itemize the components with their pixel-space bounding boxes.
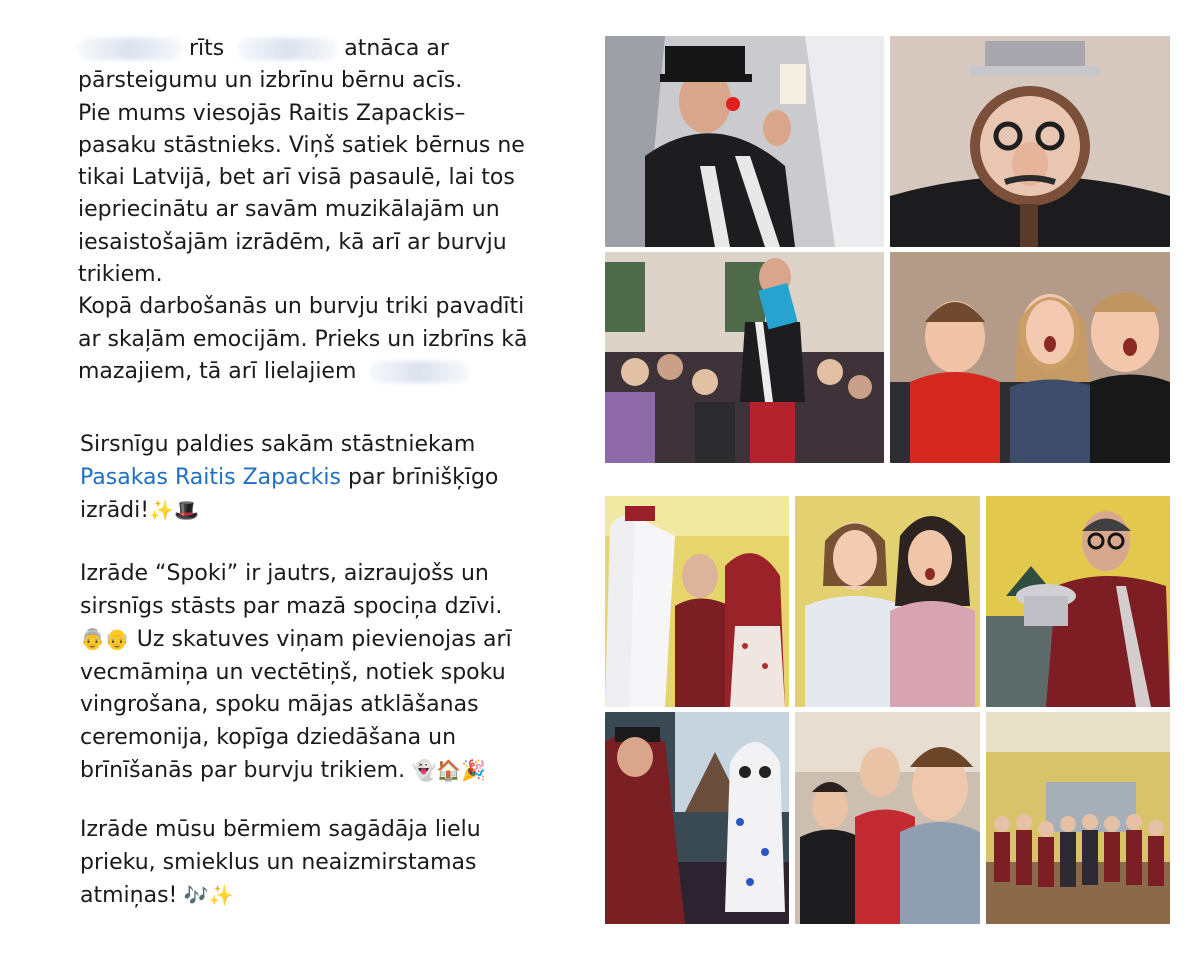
photo-magnifying-glass [890, 36, 1170, 247]
intro-line: Kopā darbošanās un burvju triki pavadīti [78, 294, 525, 320]
thanks-text: par brīnišķīgo [341, 464, 499, 490]
photo-magician-card-trick [605, 36, 884, 247]
thanks-line [80, 462, 550, 495]
show-line: vingrošana, spoku mājas atklāšanas [80, 692, 479, 717]
intro-text: mazajiem, tā arī lielajiem [78, 358, 357, 384]
show-line: Izrāde “Spoki” ir jautrs, aizraujošs un [80, 561, 489, 586]
thanks-line [80, 494, 550, 528]
intro-text: rīts [189, 36, 225, 61]
closing-text: atmiņas! [80, 883, 178, 908]
show-text: brīnīšanās par burvju trikiem. [80, 758, 406, 783]
photo-puppets-stage [605, 496, 789, 707]
paragraph-closing [80, 814, 550, 913]
photo-kids-audience [795, 712, 980, 924]
photo-girls-watching [795, 496, 980, 707]
intro-line-1 [78, 33, 548, 65]
show-line: sirsnīgs stāsts par mazā spociņa dzīvi. [80, 593, 503, 619]
show-line [80, 623, 550, 657]
photo-accordion-audience [605, 252, 884, 463]
thanks-text: izrādi! [80, 498, 150, 523]
paragraph-intro [78, 33, 548, 388]
intro-line: Pie mums viesojās Raitis Zapackis– [78, 100, 466, 126]
intro-line-last [78, 356, 548, 388]
paragraph-thanks [80, 429, 550, 528]
show-line [80, 754, 550, 788]
intro-line: trikiem. [78, 262, 163, 288]
intro-line: ar skaļām emocijām. Prieks un izbrīns kā [78, 326, 528, 352]
photo-ghost-puppet [605, 712, 789, 924]
redacted-text [78, 38, 182, 60]
intro-text: atnāca ar [344, 36, 449, 61]
closing-line: prieku, smieklus un neaizmirstamas [80, 849, 477, 875]
show-text: Uz skatuves viņam pievienojas arī [129, 627, 512, 652]
show-line: vecmāmiņa un vectētiņš, notiek spoku [80, 659, 506, 685]
intro-line: pārsteigumu un izbrīnu bērnu acīs. [78, 68, 463, 94]
show-line: ceremonija, kopīga dziedāšana un [80, 724, 457, 750]
music-sparkles-icon: 🎶✨ [177, 883, 234, 907]
photo-children-amazed [890, 252, 1170, 463]
ghost-house-party-icon: 👻🏠🎉 [405, 758, 487, 782]
sparkles-tophat-icon: ✨🎩 [149, 498, 199, 522]
intro-line: iesaistošajām izrādēm, kā arī ar burvju [78, 229, 507, 255]
photo-magician-hat [986, 496, 1170, 707]
thanks-line: Sirsnīgu paldies sakām stāstniekam [80, 432, 476, 457]
grandparents-icon: 👵👴 [80, 627, 130, 651]
intro-line: pasaku stāstnieks. Viņš satiek bērnus ne [78, 132, 525, 158]
intro-line: tikai Latvijā, bet arī visā pasaulē, lai tos [78, 165, 515, 191]
closing-line [80, 879, 550, 913]
paragraph-show [80, 558, 550, 788]
redacted-text [369, 361, 469, 383]
profile-link[interactable]: Pasakas Raitis Zapackis [80, 464, 341, 490]
closing-line: Izrāde mūsu bērmiem sagādāja lielu [80, 817, 481, 842]
intro-line: iepriecinātu ar savām muzikālajām un [78, 197, 500, 223]
photo-group-picture [986, 712, 1170, 924]
redacted-text [237, 38, 337, 60]
